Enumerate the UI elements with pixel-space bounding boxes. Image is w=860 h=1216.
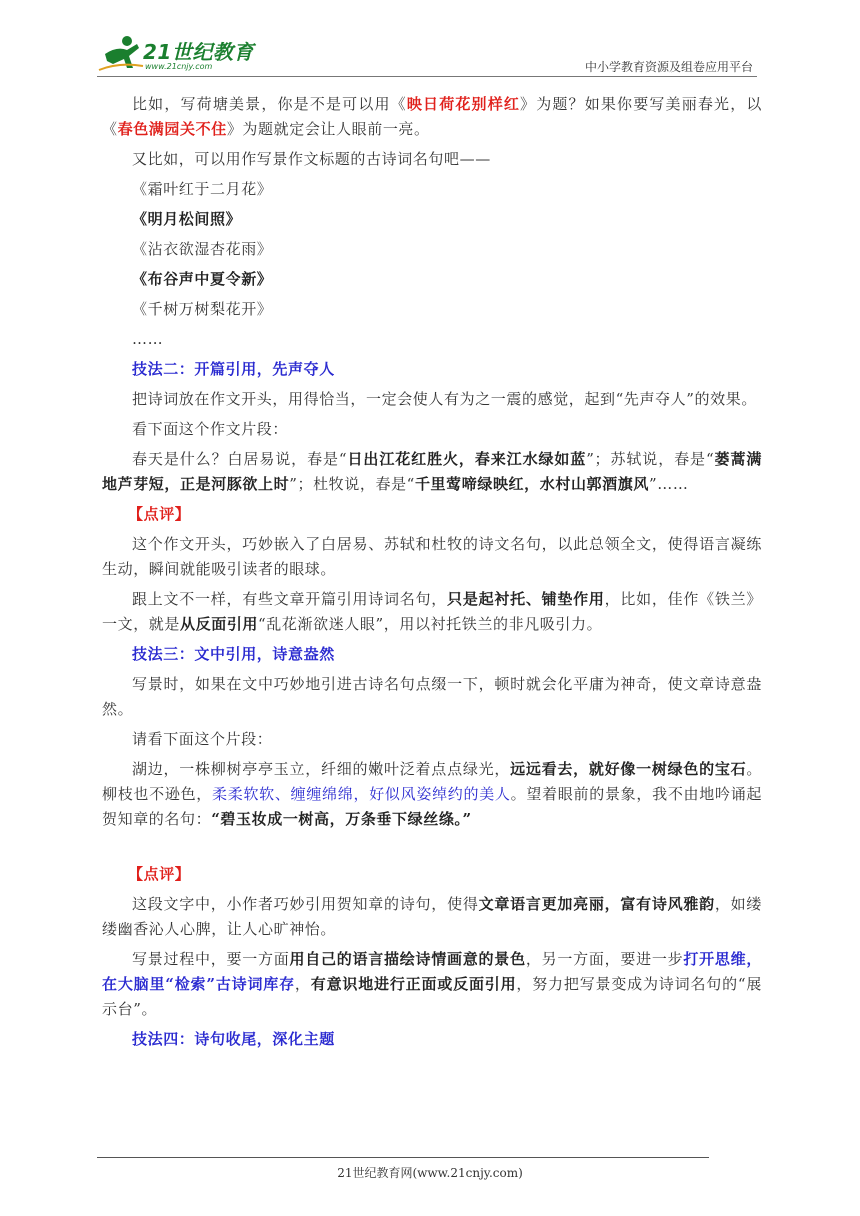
runner-logo-icon xyxy=(97,34,145,74)
comment-label-2: 【点评】 xyxy=(128,865,191,883)
section-heading-4: 技法四：诗句收尾，深化主题 xyxy=(132,1030,335,1048)
footer-divider xyxy=(97,1157,709,1158)
title-example-5: 《千树万树梨花开》 xyxy=(132,300,273,318)
site-logo xyxy=(97,34,257,74)
platform-name: 中小学教育资源及组卷应用平台 xyxy=(584,60,753,74)
paragraph-4: 看下面这个作文片段： xyxy=(132,420,289,438)
paragraph-3: 把诗词放在作文开头，用得恰当，一定会使人有为之一震的感觉，起到“先声夺人”的效果。 xyxy=(132,390,757,408)
paragraph-6: 这个作文开头，巧妙嵌入了白居易、苏轼和杜牧的诗文名句，以此总领全文，使得语言凝练生动，瞬间就能吸引读者的眼球。 xyxy=(102,535,762,578)
paragraph-2: 又比如，可以用作写景作文标题的古诗词名句吧—— xyxy=(132,150,491,168)
paragraph-9: 请看下面这个片段： xyxy=(132,730,273,748)
page-footer: 21世纪教育网(www.21cnjy.com) xyxy=(337,1166,523,1180)
title-example-4: 《布谷声中夏令新》 xyxy=(132,270,273,288)
section-heading-3: 技法三：文中引用，诗意盎然 xyxy=(132,645,335,663)
comment-label-1: 【点评】 xyxy=(128,505,191,523)
section-heading-2: 技法二：开篇引用，先声夺人 xyxy=(132,360,335,378)
logo-url: www.21cnjy.com xyxy=(145,62,213,71)
page-header xyxy=(97,28,757,80)
paragraph-11: 这段文字中，小作者巧妙引用贺知章的诗句，使得文章语言更加亮丽，富有诗风雅韵，如缕缕幽香沁人心脾，让人心旷神怡。 xyxy=(102,895,762,938)
paragraph-7: 跟上文不一样，有些文章开篇引用诗词名句，只是起衬托、铺垫作用，比如，佳作《铁兰》一文，就是从反面引用“乱花渐欲迷人眼”，用以衬托铁兰的非凡吸引力。 xyxy=(102,590,762,633)
paragraph-8: 写景时，如果在文中巧妙地引进古诗名句点缀一下，顿时就会化平庸为神奇，使文章诗意盎然。 xyxy=(102,675,762,718)
paragraph-1: 比如，写荷塘美景，你是不是可以用《映日荷花别样红》为题？如果你要写美丽春光，以《春色满园关不住》为题就定会让人眼前一亮。 xyxy=(102,95,762,138)
paragraph-10: 湖边，一株柳树亭亭玉立，纤细的嫩叶泛着点点绿光，远远看去，就好像一树绿色的宝石。柳枝也不逊色，柔柔软软、缠缠绵绵，好似风姿绰约的美人。望着眼前的景象，我不由地吟诵起贺知章的名句：“碧玉妆成一树高，万条垂下绿丝绦。” xyxy=(102,760,763,828)
paragraph-5: 春天是什么？白居易说，春是“日出江花红胜火，春来江水绿如蓝”；苏轼说，春是“蒌蒿满地芦芽短，正是河豚欲上时”；杜牧说，春是“千里莺啼绿映红，水村山郭酒旗风”…… xyxy=(102,450,762,493)
title-example-1: 《霜叶红于二月花》 xyxy=(132,180,273,198)
article-body xyxy=(102,92,762,1052)
paragraph-12: 写景过程中，要一方面用自己的语言描绘诗情画意的景色，另一方面，要进一步打开思维，在大脑里“检索”古诗词库存，有意识地进行正面或反面引用，努力把写景变成为诗词名句的“展示台”。 xyxy=(102,950,762,1018)
logo-text: 21世纪教育 xyxy=(143,40,254,64)
title-example-2: 《明月松间照》 xyxy=(132,210,242,228)
header-divider xyxy=(97,76,757,77)
ellipsis: …… xyxy=(132,330,164,348)
title-example-3: 《沾衣欲湿杏花雨》 xyxy=(132,240,273,258)
